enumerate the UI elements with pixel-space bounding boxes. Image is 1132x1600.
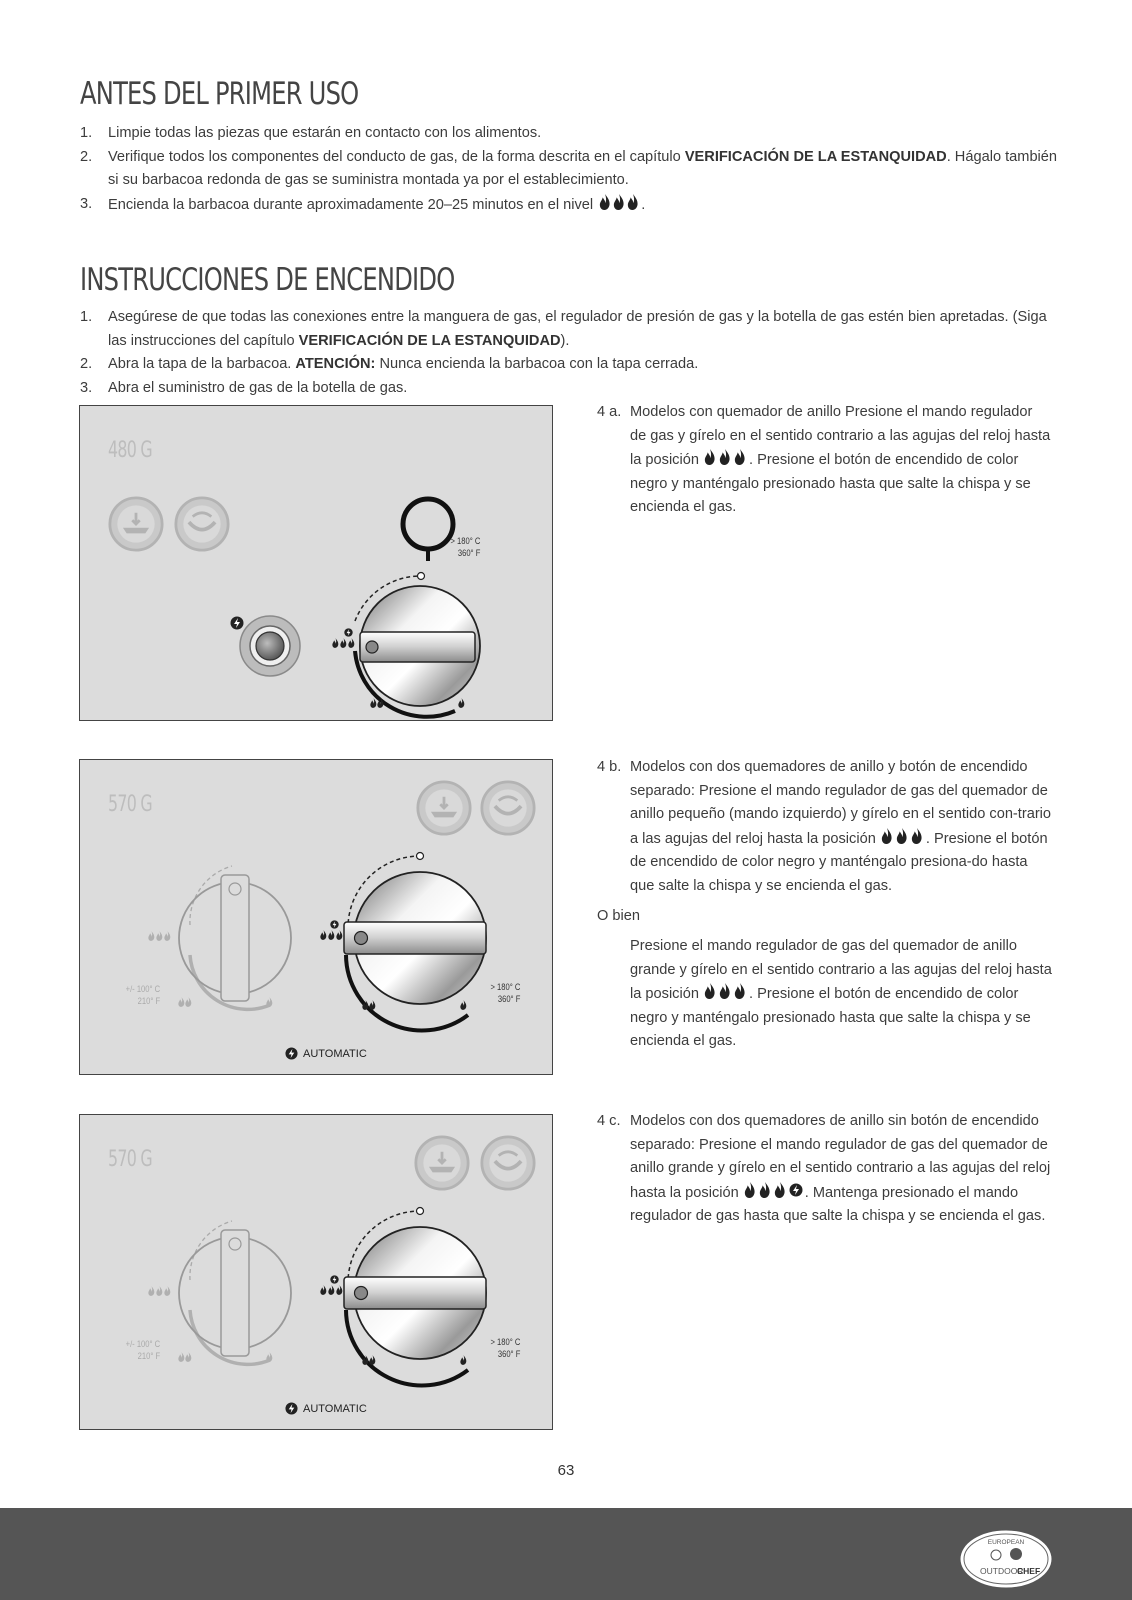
svg-text:CHEF: CHEF	[1017, 1566, 1041, 1576]
model-label: 570 G	[108, 792, 152, 817]
outdoorchef-logo	[958, 1528, 1054, 1590]
direct-grill-icon	[110, 498, 162, 550]
control-panel-drawing	[80, 406, 554, 722]
temperature-label: > 180° C 360° F	[490, 982, 520, 1005]
spark-icon	[285, 1402, 297, 1414]
section-title-ignition: INSTRUCCIONES DE ENCENDIDO	[80, 262, 455, 298]
step-4a: 4 a. Modelos con quemador de anillo Presione el mando regulador de gas y gírelo en el sentido contrario a las agujas del reloj hasta la posición . Presione el botón de encendido de color negro y manténgalo presionado hasta que salte la chispa y se encienda el gas.	[597, 404, 1051, 515]
first-use-list	[80, 122, 1060, 217]
automatic-label: AUTOMATIC	[303, 1048, 367, 1060]
flame-level-3-icon	[597, 193, 641, 211]
temperature-label: > 180° C 360° F	[450, 536, 480, 559]
step-4c: 4 c. Modelos con dos quemadores de anillo sin botón de encendido separado: Presione el mando regulador de gas del quemador de anillo grande y gírelo en el sentido contrario a las agujas del reloj hasta la posición . Mantenga presionado el mando regulador de gas hasta que salte la chispa y se encienda el gas.	[597, 1113, 1051, 1224]
svg-text:OUTDOOR: OUTDOOR	[980, 1566, 1024, 1576]
list-item: 2. Verifique todos los componentes del conducto de gas, de la forma descrita en el capítulo VERIFICACIÓN DE LA ESTANQUIDAD. Hágalo también si su barbacoa redonda de gas se suministra montada ya por el establecimiento.	[80, 148, 1058, 188]
control-panel-570g-a	[79, 759, 553, 1075]
list-item: 1. Limpie todas las piezas que estarán en contacto con los alimentos.	[80, 125, 542, 141]
list-item: 3. Abra el suministro de gas de la botella de gas.	[80, 379, 408, 396]
ignition-list	[80, 306, 1060, 400]
direct-grill-icon	[418, 782, 470, 834]
control-panel-drawing	[80, 760, 554, 1076]
temperature-label: > 180° C 360° F	[490, 1337, 520, 1360]
indirect-grill-icon	[482, 782, 534, 834]
indirect-grill-icon	[176, 498, 228, 550]
step-4b: 4 b. Modelos con dos quemadores de anillo y botón de encendido separado: Presione el mando regulador de gas del quemador de anillo pequeño (mando izquierdo) y gírelo en el sentido con-trario a las agujas del reloj hasta la posición . Presione el botón de encendido de color negro y manténgalo presiona-do hasta que salte la chispa y se encienda el gas.	[597, 759, 1052, 894]
list-item: 2. Abra la tapa de la barbacoa. ATENCIÓN: Nunca encienda la barbacoa con la tapa cerrada.	[80, 356, 699, 372]
list-item: 1. Asegúrese de que todas las conexiones entre la manguera de gas, el regulador de presión de gas y la botella de gas estén bien apretadas. (Siga las instrucciones del capítulo VERIFICACIÓN DE LA ESTANQUIDAD).	[80, 309, 1047, 349]
step-4b-alternative: Presione el mando regulador de gas del quemador de anillo grande y gírelo en el sentido contrario a las agujas del reloj hasta la posición . Presione el botón de encendido de color negro y manténgalo presionado hasta que salte la chispa y se encienda el gas.	[630, 938, 1052, 1049]
small-temperature-label: +/- 100° C 210° F	[125, 984, 160, 1007]
direct-grill-icon	[416, 1137, 468, 1189]
control-panel-570g-b	[79, 1114, 553, 1430]
model-label: 480 G	[108, 438, 152, 463]
flame-spark-icon	[743, 1181, 805, 1199]
flame-level-3-icon	[703, 448, 749, 466]
small-temperature-label: +/- 100° C 210° F	[125, 1339, 160, 1362]
list-item: 3. Encienda la barbacoa durante aproximadamente 20–25 minutos en el nivel .	[80, 193, 1060, 218]
section-title-first-use: ANTES DEL PRIMER USO	[80, 76, 359, 112]
or-label: O bien	[597, 908, 640, 924]
control-panel-drawing	[80, 1115, 554, 1431]
flame-level-3-icon	[880, 827, 926, 845]
spark-icon	[231, 617, 244, 630]
thermometer-ring-icon	[403, 499, 453, 549]
spark-icon	[285, 1047, 297, 1059]
flame-level-3-icon	[703, 982, 749, 1000]
ignition-button-icon	[256, 632, 284, 660]
page-number: 63	[557, 1462, 575, 1479]
automatic-label: AUTOMATIC	[303, 1403, 367, 1415]
model-label: 570 G	[108, 1147, 152, 1172]
svg-text:EUROPEAN: EUROPEAN	[987, 1539, 1025, 1546]
indirect-grill-icon	[482, 1137, 534, 1189]
control-panel-480g	[79, 405, 553, 721]
